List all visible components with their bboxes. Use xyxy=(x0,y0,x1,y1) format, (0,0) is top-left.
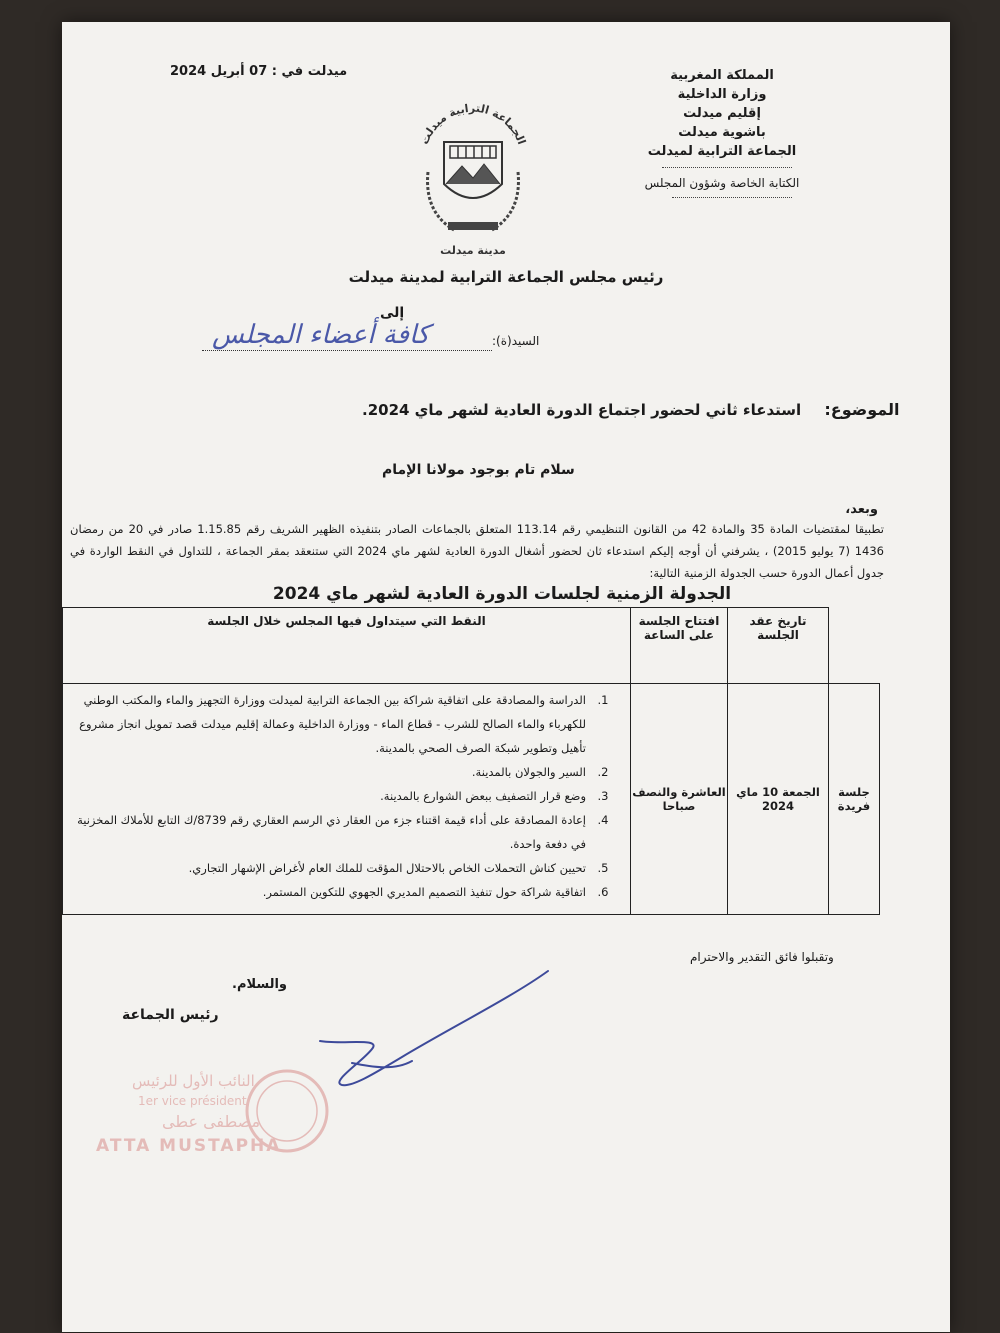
agenda-item xyxy=(71,856,620,880)
header-divider-2 xyxy=(672,197,792,198)
time-cell: العاشرة والنصف صباحا xyxy=(631,684,728,915)
subject-line xyxy=(362,400,899,419)
sender-title: رئيس مجلس الجماعة الترابية لمدينة ميدلت xyxy=(348,268,664,286)
commune-logo xyxy=(414,72,532,262)
recipient-label: السيد(ة): xyxy=(492,334,540,348)
agenda-text: السير والجولان بالمدينة. xyxy=(471,765,586,779)
subject-text: استدعاء ثاني لحضور اجتماع الدورة العادية لشهر ماي 2024. xyxy=(362,401,802,419)
agenda-item xyxy=(71,808,620,856)
date-cell: الجمعة 10 ماي 2024 xyxy=(728,684,829,915)
session-cell: جلسة فريدة xyxy=(829,684,880,915)
table-header-row xyxy=(63,608,880,684)
agenda-item xyxy=(71,880,620,904)
agenda-number: 1. xyxy=(597,693,609,707)
agenda-item xyxy=(71,688,620,760)
closing-respect: وتقبلوا فائق التقدير والاحترام xyxy=(690,950,834,964)
header-line-pashalik: باشوية ميدلت xyxy=(678,125,766,140)
points-cell xyxy=(63,684,631,915)
closing-salam: والسلام. xyxy=(232,977,287,992)
greeting: سلام تام بوجود مولانا الإمام xyxy=(382,462,575,478)
signature-icon xyxy=(312,967,552,1097)
header-time: افتتاح الجلسة على الساعة xyxy=(631,608,728,684)
stamp-line-title: النائب الأول للرئيس xyxy=(132,1072,255,1090)
header-date: تاريخ عقد الجلسة xyxy=(728,608,829,684)
agenda-text: اتفاقية شراكة حول تنفيذ التصميم المديري الجهوي للتكوين المستمر. xyxy=(262,885,586,899)
place-date: ميدلت في : 07 أبريل 2024 xyxy=(170,64,348,79)
header-line-province: إقليم ميدلت xyxy=(683,106,761,121)
agenda-number: 5. xyxy=(597,861,609,875)
body-paragraph: تطبيقا لمقتضيات المادة 35 والمادة 42 من القانون التنظيمي رقم 113.14 المتعلق بالجماعات الصادر بتنفيذه الظهير الشريف رقم 1.15.85 صادر في 20 من رمضان 1436 (7 يوليو 2015) ، يشرفني أن أوجه إليكم استدعاء ثان لحضور أشغال الدورة العادية لشهر ماي 2024 التي ستنعقد بمقر الجماعة ، للتداول في النقط الواردة في جدول أعمال الدورة حسب الجدولة الزمنية التالية: xyxy=(70,522,884,580)
to-label: إلى xyxy=(380,305,405,321)
agenda-number: 4. xyxy=(597,813,609,827)
header-block xyxy=(632,66,812,198)
header-empty xyxy=(829,608,880,684)
agenda-text: تحيين كناش التحملات الخاص بالاحتلال المؤقت للملك العام لأغراض الإشهار التجاري. xyxy=(188,861,586,875)
table-row xyxy=(63,684,880,915)
agenda-number: 6. xyxy=(597,885,609,899)
stamp-line-role: 1er vice président xyxy=(138,1094,247,1108)
header-line-kingdom: المملكة المغربية xyxy=(670,68,774,83)
schedule-table xyxy=(62,607,880,915)
header-department: الكتابة الخاصة وشؤون المجلس xyxy=(644,176,800,190)
logo-bottom-text: مدينة ميدلت xyxy=(440,244,506,257)
stamp-line-name-ar: مصطفى عطى xyxy=(162,1112,261,1131)
official-stamp xyxy=(92,1072,332,1182)
subject-label: الموضوع: xyxy=(824,400,900,419)
agenda-text: وضع قرار التصفيف ببعض الشوارع بالمدينة. xyxy=(380,789,586,803)
agenda-number: 3. xyxy=(597,789,609,803)
agenda-text: الدراسة والمصادقة على اتفاقية شراكة بين الجماعة الترابية لميدلت ووزارة التجهيز والماء والمكتب الوطني للكهرباء والماء الصالح للشرب - قطاع الماء - ووزارة الداخلية وعمالة إقليم ميدلت قصد تمويل انجاز مشروع تأهيل وتطوير شبكة الصرف الصحي بالمدينة. xyxy=(79,693,586,755)
logo-arc-text: الجماعة الترابية ميدلت xyxy=(417,101,529,147)
agenda-number: 2. xyxy=(597,765,609,779)
agenda-item xyxy=(71,760,620,784)
recipient-line xyxy=(202,350,492,351)
table-title: الجدولة الزمنية لجلسات الدورة العادية لشهر ماي 2024 xyxy=(272,584,732,604)
letter-page xyxy=(62,22,950,1332)
header-divider xyxy=(662,167,792,168)
recipient-handwritten: كافة أعضاء المجلس xyxy=(212,320,430,350)
header-line-ministry: وزارة الداخلية xyxy=(677,87,767,102)
header-points: النقط التي سيتداول فيها المجلس خلال الجلسة xyxy=(63,608,631,684)
agenda-text: إعادة المصادقة على أداء قيمة اقتناء جزء من العقار ذي الرسم العقاري رقم 8739/ك التابع للأملاك المخزنية في دفعة واحدة. xyxy=(77,813,586,851)
stamp-line-name-fr: ATTA MUSTAPHA xyxy=(96,1136,282,1156)
header-line-commune: الجماعة الترابية لميدلت xyxy=(647,144,797,159)
signer-title: رئيس الجماعة xyxy=(122,1007,219,1023)
agenda-item xyxy=(71,784,620,808)
wabaad: وبعد، xyxy=(845,502,878,517)
